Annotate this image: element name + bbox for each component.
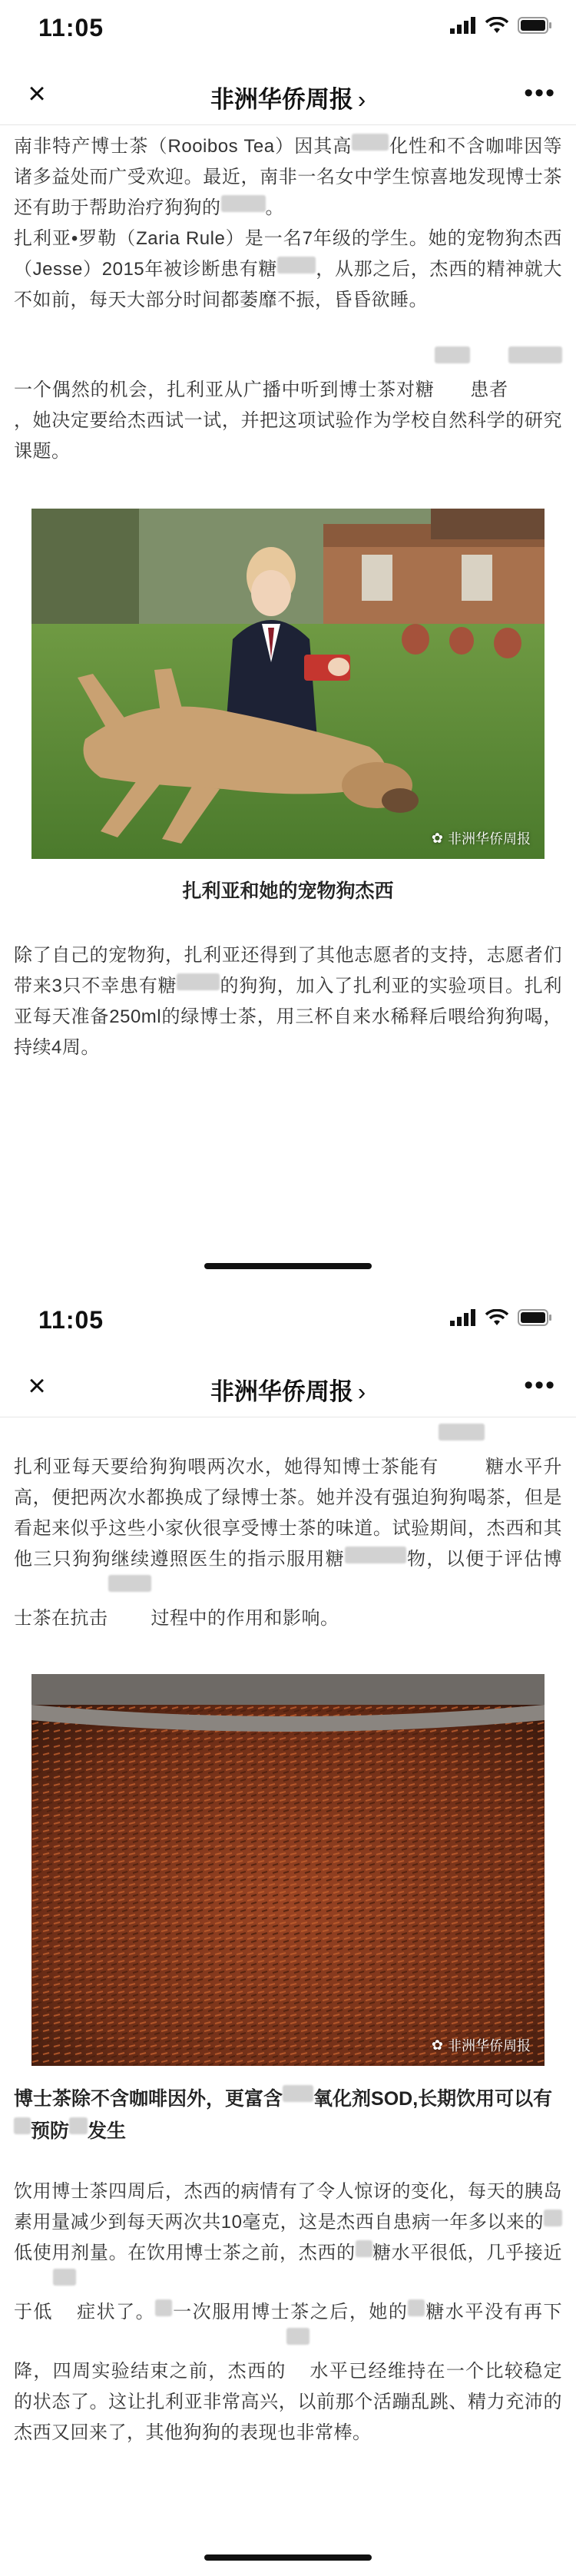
- wechat-icon: ✿: [431, 2037, 443, 2053]
- text: 博士茶除不含咖啡因外，更富含: [14, 2088, 283, 2110]
- article-body: [0, 1424, 576, 1634]
- photo-rooibos-tea: [31, 1674, 545, 2066]
- text: 饮用博士茶四周后，杰西的病情有了令人惊讶的变化，每天的胰岛素用量减少到每天两次共10毫克，这是杰西自患病一年多以来的: [14, 2181, 562, 2233]
- photo-illustration: [31, 1674, 545, 2066]
- text: 水平已经维持在一个比较稳定的状态了。这让扎利亚非常高兴，以前那个活蹦乱跳、精力充沛的杰西又回来了，其他狗狗的表现也非常棒。: [14, 2361, 563, 2443]
- redacted-text: [508, 346, 562, 363]
- screenshot-1: [0, 0, 576, 1285]
- redacted-text: [408, 2299, 425, 2316]
- text: 患者: [469, 380, 509, 400]
- text: 低使用剂量。在饮用博士茶之前，杰西的: [14, 2243, 356, 2263]
- redacted-text: [439, 1424, 485, 1441]
- chevron-right-icon: ›: [357, 86, 366, 113]
- wifi-icon: [485, 1309, 508, 1326]
- paragraph: [14, 346, 562, 467]
- screenshot-separator: [0, 1285, 576, 1292]
- battery-icon: [518, 1309, 553, 1326]
- account-title[interactable]: [0, 80, 576, 114]
- text: 氧化剂SOD,长期饮用可以有: [313, 2088, 553, 2110]
- text: 糖水平升高，便把两次水都换成了绿博士茶。她并没有强迫狗狗喝茶，但是看起来似乎这些小家伙很享受博士茶的味道。试验期间，杰西和其他三只狗狗继续遵照医生的指示服用糖: [14, 1457, 563, 1570]
- redacted-text: [286, 2328, 310, 2345]
- nav-bar: [0, 1358, 576, 1417]
- signal-icon: [450, 17, 476, 34]
- status-indicators: [450, 17, 553, 34]
- redacted-text: [69, 2117, 88, 2134]
- close-icon[interactable]: ×: [28, 77, 46, 111]
- redacted-text: [221, 195, 266, 212]
- wifi-icon: [485, 17, 508, 34]
- redacted-text: [155, 2299, 172, 2316]
- status-time: 11:05: [38, 14, 104, 41]
- redacted-text: [53, 2269, 76, 2286]
- text: 糖水平没有再下降，四周实验结束之前，杰西的: [14, 2302, 563, 2382]
- text: 物，以便于评估博士茶在抗击: [14, 1549, 563, 1629]
- photo-illustration: [31, 509, 545, 859]
- account-name: 非洲华侨周报: [210, 1378, 353, 1405]
- redacted-text: [108, 1575, 151, 1592]
- status-bar: [0, 0, 576, 66]
- watermark: [432, 828, 531, 848]
- text: ，从那之后，杰西的精神就大不如前，每天大部分时间都萎靡不振，昏昏欲睡。: [14, 259, 562, 310]
- wechat-icon: ✿: [431, 830, 443, 846]
- redacted-text: [544, 2210, 562, 2226]
- text: 除了自己的宠物狗，扎利亚还得到了其他志愿者的支持，志愿者们带来3只不幸患有糖: [14, 945, 562, 996]
- text: 症状了。: [76, 2302, 156, 2322]
- photo-girl-and-dog: [31, 509, 545, 859]
- redacted-text: [435, 346, 470, 363]
- watermark-text: 非洲华侨周报: [448, 831, 531, 847]
- text: ，她决定要给杰西试一试，并把这项试验作为学校自然科学的研究课题。: [14, 410, 562, 462]
- text: 的狗狗，加入了扎利亚的实验项目。扎利亚每天准备250ml的绿博士茶，用三杯自来水稀释后喂给狗狗喝，持续4周。: [14, 976, 562, 1058]
- paragraph: [14, 940, 562, 1063]
- text: 扎利亚每天要给狗狗喂两次水，她得知博士茶能有: [14, 1457, 439, 1477]
- account-title[interactable]: [0, 1372, 576, 1407]
- chevron-right-icon: ›: [357, 1378, 366, 1405]
- home-indicator[interactable]: [204, 1263, 372, 1269]
- text: 发生: [88, 2120, 127, 2142]
- article-body: [0, 2177, 576, 2448]
- watermark: [432, 2035, 531, 2055]
- redacted-text: [356, 2240, 372, 2257]
- redacted-text: [283, 2085, 313, 2102]
- text: 糖水平很低，几乎接近于低: [14, 2243, 563, 2322]
- status-bar: [0, 1292, 576, 1358]
- nav-bar: [0, 66, 576, 125]
- text: 预防: [31, 2120, 70, 2142]
- text: 过程中的作用和影响。: [151, 1608, 339, 1629]
- text: 化性和不含咖啡因等诸多益处而广受欢迎。最近，南非一名女中学生惊喜地发现博士茶还有助于帮助治疗狗狗的: [14, 136, 562, 218]
- article-body: [0, 131, 576, 467]
- status-indicators: [450, 1309, 553, 1326]
- text: 一个偶然的机会，扎利亚从广播中听到博士茶对糖: [14, 380, 435, 400]
- paragraph: [14, 131, 562, 224]
- paragraph: [14, 224, 562, 316]
- watermark-text: 非洲华侨周报: [448, 2038, 531, 2054]
- more-icon[interactable]: •••: [524, 78, 556, 108]
- redacted-text: [345, 1547, 406, 1563]
- text: 扎利亚•罗勒（Zaria Rule）是一名7年级的学生。她的宠物狗杰西（Jesse）2015年被诊断患有糖: [14, 228, 562, 280]
- screenshot-2: [0, 1292, 576, 2576]
- more-icon[interactable]: •••: [524, 1371, 556, 1400]
- text: 。: [265, 197, 284, 218]
- redacted-text: [14, 2117, 31, 2134]
- photo-caption: 扎利亚和她的宠物狗杰西: [182, 880, 394, 902]
- home-indicator[interactable]: [204, 2554, 372, 2561]
- close-icon[interactable]: ×: [28, 1369, 46, 1403]
- text: 南非特产博士茶（Rooibos Tea）因其高: [14, 136, 353, 157]
- text: 一次服用博士茶之后，她的: [172, 2302, 409, 2322]
- redacted-text: [352, 134, 389, 151]
- status-time: 11:05: [38, 1306, 104, 1334]
- article-body: [0, 940, 576, 1063]
- photo-caption: [0, 2083, 576, 2147]
- paragraph: [14, 2177, 562, 2448]
- paragraph: [14, 1424, 562, 1634]
- signal-icon: [450, 1309, 476, 1326]
- account-name: 非洲华侨周报: [210, 86, 353, 113]
- redacted-text: [277, 257, 316, 274]
- battery-icon: [518, 17, 553, 34]
- redacted-text: [177, 973, 220, 990]
